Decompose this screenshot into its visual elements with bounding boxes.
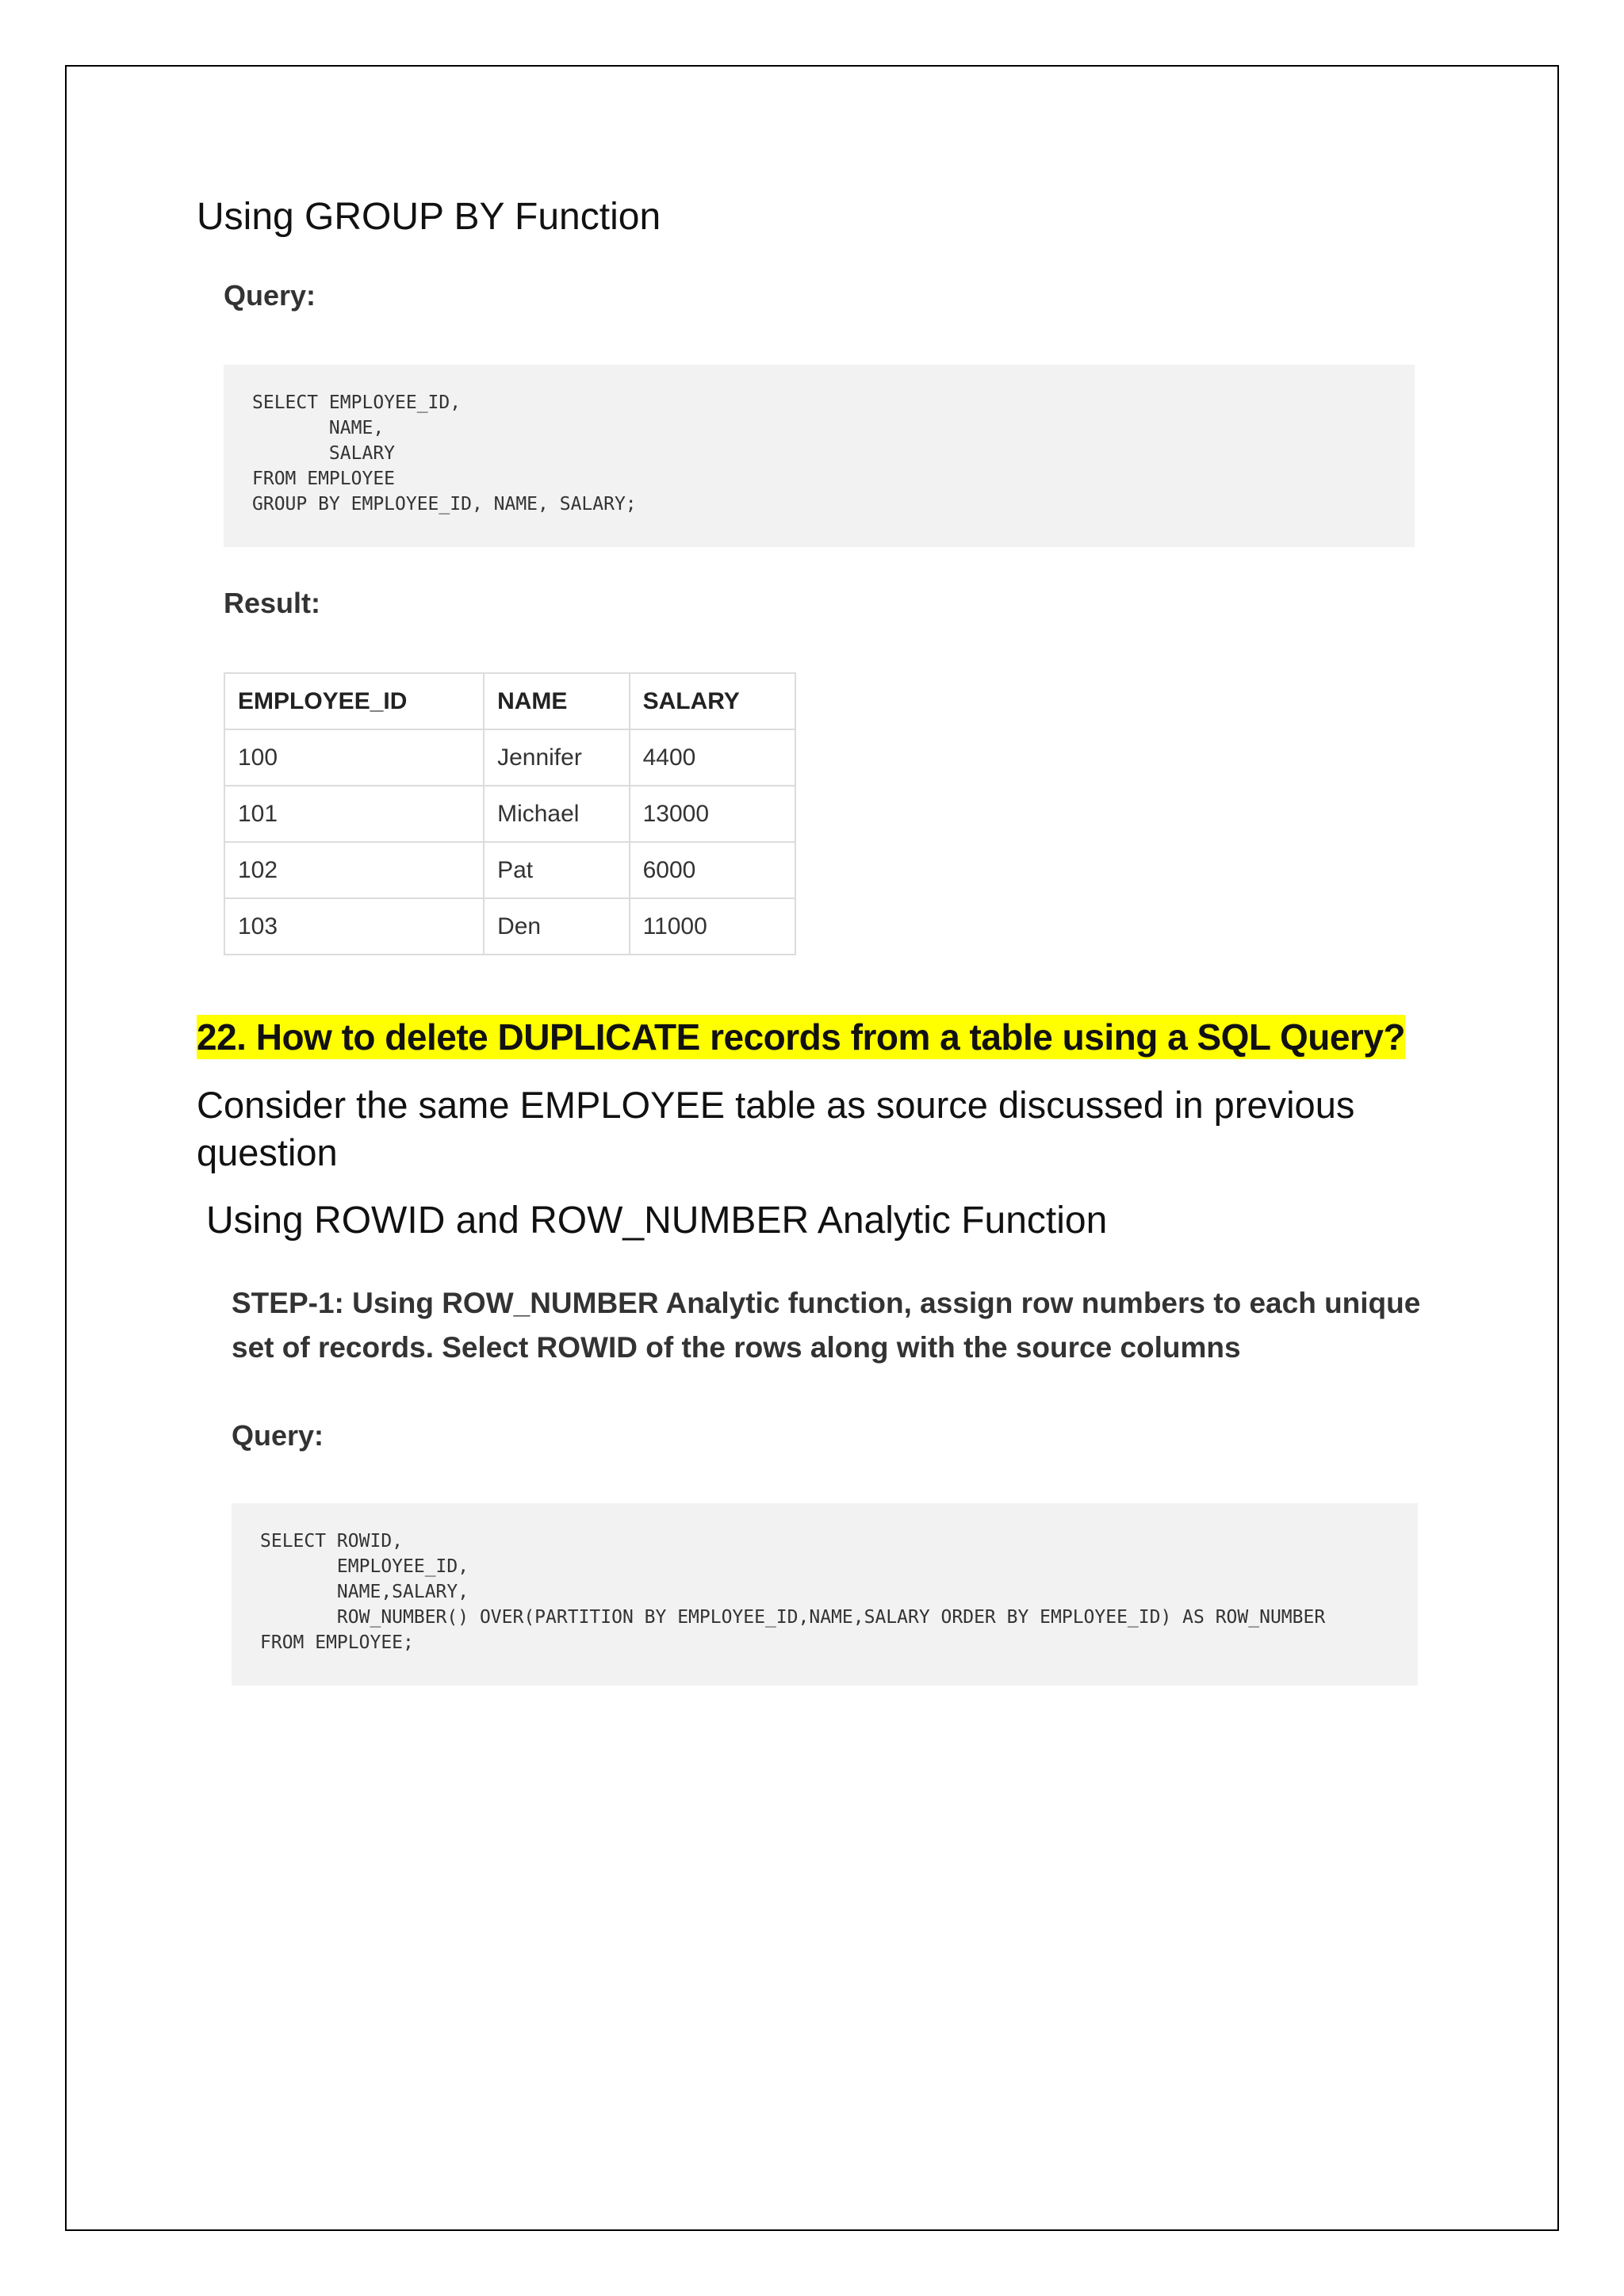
intro-paragraph: Consider the same EMPLOYEE table as source discussed in previous question [197, 1084, 1355, 1173]
table-header-row [224, 673, 795, 729]
table-cell: 13000 [630, 786, 795, 842]
section-heading-rowid: Using ROWID and ROW_NUMBER Analytic Function [206, 1200, 1108, 1242]
code-line: SALARY [252, 443, 396, 464]
section-heading-group-by: Using GROUP BY Function [197, 196, 661, 238]
code-line: SELECT ROWID, [260, 1531, 404, 1552]
table-row [224, 786, 795, 842]
table-row [224, 729, 795, 786]
table-cell: 6000 [630, 842, 795, 898]
code-line: ROW_NUMBER() OVER(PARTITION BY EMPLOYEE_ID,NAME,SALARY ORDER BY EMPLOYEE_ID) AS ROW_NUMBER [260, 1607, 1326, 1628]
code-line: FROM EMPLOYEE; [260, 1632, 414, 1653]
table-cell: 100 [224, 729, 484, 786]
table-row [224, 842, 795, 898]
column-header: SALARY [630, 673, 795, 729]
step-1-text: STEP-1: Using ROW_NUMBER Analytic function, assign row numbers to each unique set of records. Select ROWID of the rows along with the source columns [232, 1287, 1421, 1364]
table-cell: 102 [224, 842, 484, 898]
query-label: Query: [224, 279, 316, 312]
table-row [224, 898, 795, 955]
table-cell: Pat [484, 842, 630, 898]
code-line: NAME, [252, 418, 385, 438]
column-header: NAME [484, 673, 630, 729]
query-label-2: Query: [232, 1419, 324, 1452]
table-cell: 101 [224, 786, 484, 842]
result-label: Result: [224, 587, 321, 619]
code-line: FROM EMPLOYEE [252, 469, 396, 489]
column-header: EMPLOYEE_ID [224, 673, 484, 729]
code-block-group-by [224, 365, 1415, 547]
code-line: SELECT EMPLOYEE_ID, [252, 392, 462, 413]
table-cell: 4400 [630, 729, 795, 786]
code-line: GROUP BY EMPLOYEE_ID, NAME, SALARY; [252, 494, 637, 515]
table-cell: Michael [484, 786, 630, 842]
question-title: 22. How to delete DUPLICATE records from a table using a SQL Query? [197, 1016, 1406, 1058]
result-table [224, 672, 796, 955]
table-cell: Den [484, 898, 630, 955]
table-cell: 11000 [630, 898, 795, 955]
code-line: NAME,SALARY, [260, 1582, 469, 1602]
table-cell: Jennifer [484, 729, 630, 786]
table-cell: 103 [224, 898, 484, 955]
code-line: EMPLOYEE_ID, [260, 1556, 469, 1577]
code-block-row-number [232, 1503, 1418, 1686]
